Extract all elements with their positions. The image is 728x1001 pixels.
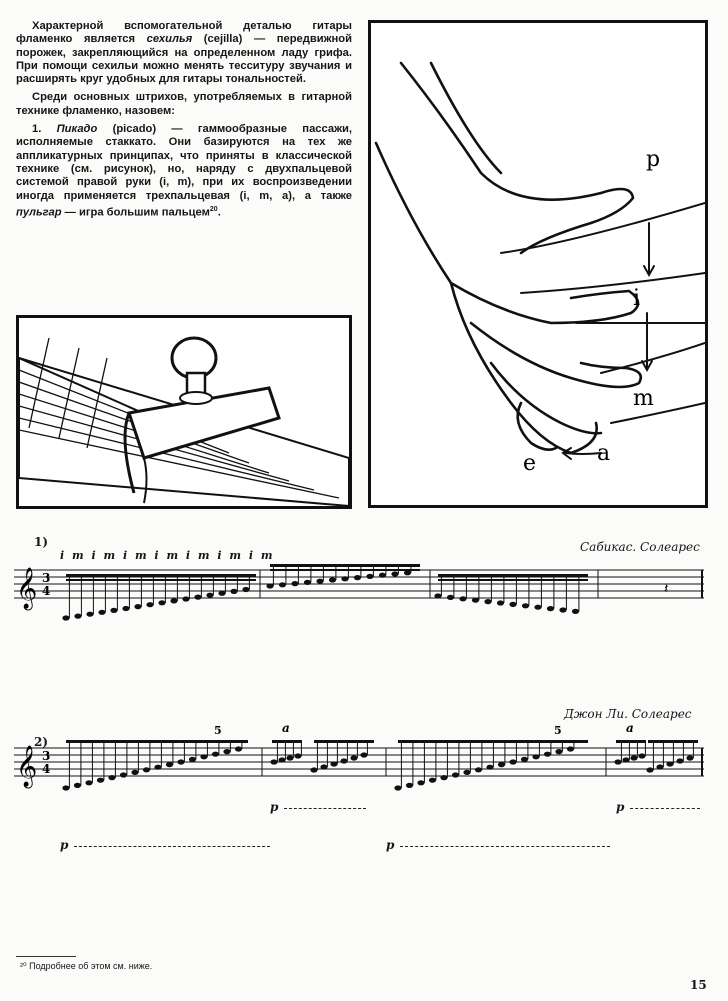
- note-head: [429, 778, 436, 783]
- svg-text:𝄞: 𝄞: [16, 746, 38, 787]
- note-head: [266, 583, 273, 588]
- dynamic-extender-3: [284, 808, 366, 809]
- note-head: [98, 610, 105, 615]
- note-head: [242, 587, 249, 592]
- note-head: [360, 752, 367, 757]
- capo-illustration: [16, 315, 352, 509]
- footnote: ²⁰ Подробнее об этом см. ниже.: [20, 961, 153, 971]
- note-head: [522, 603, 529, 608]
- note-head: [472, 598, 479, 603]
- paragraph-item-1: 1. Пикадо (picado) — гаммообразные пассажи, исполняемые стаккато. Они базируются на тех же аппликатурных принципах, что приняты в классической технике (см. рисунок), но, наряду с двухпальцевой системой правой руки (i, m), при их воспроизведении иногда применяется трехпальцевая (i, m, a), а также пульгар — игра большим пальцем$^{20}$.: [16, 123, 353, 219]
- dynamic-p-2: p: [386, 838, 395, 852]
- example-2-caption: Джон Ли. Солеарес: [564, 707, 692, 721]
- note-head: [676, 758, 683, 763]
- example-1-number: 1): [34, 535, 49, 549]
- note-head: [278, 757, 285, 762]
- note-head: [404, 570, 411, 575]
- svg-text:4: 4: [42, 584, 51, 598]
- note-head: [158, 600, 165, 605]
- note-head: [532, 754, 539, 759]
- note-head: [189, 757, 196, 762]
- dynamic-p-1: p: [60, 838, 69, 852]
- note-head: [572, 609, 579, 614]
- dynamic-extender-4: [630, 808, 700, 809]
- svg-text:𝄽: 𝄽: [664, 581, 669, 597]
- note-head: [567, 746, 574, 751]
- note-head: [85, 780, 92, 785]
- note-head: [463, 770, 470, 775]
- note-head: [166, 762, 173, 767]
- note-head: [622, 757, 629, 762]
- note-head: [417, 780, 424, 785]
- accent-a-1: a: [282, 721, 290, 735]
- note-head: [544, 752, 551, 757]
- note-head: [366, 574, 373, 579]
- note-head: [134, 604, 141, 609]
- note-head: [110, 608, 117, 613]
- svg-text:3: 3: [42, 571, 51, 585]
- footnote-rule: [16, 956, 76, 957]
- note-head: [74, 783, 81, 788]
- body-text: [16, 20, 352, 225]
- note-head: [235, 746, 242, 751]
- note-head: [86, 612, 93, 617]
- note-head: [329, 577, 336, 582]
- finger-label-e: e: [523, 451, 537, 476]
- note-head: [182, 596, 189, 601]
- note-head: [341, 576, 348, 581]
- note-head: [270, 759, 277, 764]
- note-head: [630, 755, 637, 760]
- note-head: [555, 749, 562, 754]
- finger-label-i: i: [633, 286, 641, 311]
- note-head: [434, 593, 441, 598]
- tuplet-5-a: 5: [214, 724, 222, 737]
- note-head: [177, 759, 184, 764]
- example-1-caption: Сабикас. Солеарес: [580, 540, 700, 554]
- note-head: [459, 596, 466, 601]
- dynamic-p-3: p: [270, 800, 279, 814]
- dynamic-extender-2: [400, 846, 610, 847]
- note-head: [350, 755, 357, 760]
- finger-label-p: p: [646, 147, 661, 172]
- note-head: [120, 772, 127, 777]
- note-head: [154, 765, 161, 770]
- note-head: [440, 775, 447, 780]
- note-head: [122, 606, 129, 611]
- svg-text:4: 4: [42, 762, 51, 776]
- note-head: [559, 607, 566, 612]
- note-head: [646, 767, 653, 772]
- note-head: [484, 599, 491, 604]
- note-head: [406, 783, 413, 788]
- note-head: [521, 757, 528, 762]
- example-2-number: 2): [34, 735, 49, 749]
- note-head: [475, 767, 482, 772]
- note-head: [497, 600, 504, 605]
- note-head: [206, 593, 213, 598]
- note-head: [330, 761, 337, 766]
- svg-text:3: 3: [42, 749, 51, 763]
- note-head: [97, 778, 104, 783]
- page-number: 15: [690, 978, 707, 992]
- note-head: [200, 754, 207, 759]
- note-head: [486, 765, 493, 770]
- note-head: [212, 752, 219, 757]
- note-head: [218, 591, 225, 596]
- note-head: [452, 772, 459, 777]
- note-head: [310, 767, 317, 772]
- note-head: [354, 575, 361, 580]
- note-head: [74, 614, 81, 619]
- note-head: [279, 582, 286, 587]
- note-head: [316, 579, 323, 584]
- note-head: [223, 749, 230, 754]
- note-head: [447, 595, 454, 600]
- paragraph-2: Среди основных штрихов, употребляемых в гитарной технике фламенко, назовем:: [16, 91, 352, 117]
- note-head: [304, 580, 311, 585]
- note-head: [131, 770, 138, 775]
- paragraph-1: Характерной вспомогательной деталью гитары фламенко является сехилья (cejilla) — передвижной порожек, закрепляющийся на определенном ладу грифа. При помощи сехильи можно менять тесситуру звучания и расширять круг удобных для гитары тональностей.: [16, 20, 353, 86]
- accent-a-2: a: [626, 721, 634, 735]
- dynamic-p-4: p: [616, 800, 625, 814]
- note-head: [391, 571, 398, 576]
- note-head: [509, 759, 516, 764]
- note-head: [638, 753, 645, 758]
- finger-label-a: a: [597, 441, 611, 466]
- note-head: [291, 581, 298, 586]
- note-head: [170, 598, 177, 603]
- example-1-fingering: i m i m i m i m i m i m i m: [60, 549, 275, 562]
- staff-example-1: [14, 560, 714, 630]
- note-head: [230, 589, 237, 594]
- note-head: [286, 755, 293, 760]
- treble-clef: 𝄞: [16, 568, 38, 609]
- note-head: [656, 764, 663, 769]
- note-head: [62, 785, 69, 790]
- note-head: [498, 762, 505, 767]
- note-head: [394, 785, 401, 790]
- note-head: [509, 602, 516, 607]
- tuplet-5-b: 5: [554, 724, 562, 737]
- hand-illustration: [368, 20, 708, 508]
- note-head: [108, 775, 115, 780]
- note-head: [379, 573, 386, 578]
- note-head: [62, 615, 69, 620]
- note-head: [340, 758, 347, 763]
- note-head: [666, 761, 673, 766]
- note-head: [146, 602, 153, 607]
- note-head: [194, 595, 201, 600]
- note-head: [686, 755, 693, 760]
- note-head: [143, 767, 150, 772]
- note-head: [534, 605, 541, 610]
- finger-label-m: m: [633, 386, 654, 411]
- dynamic-extender-1: [74, 846, 270, 847]
- note-head: [547, 606, 554, 611]
- note-head: [320, 764, 327, 769]
- staff-example-2: [14, 718, 714, 818]
- note-head: [614, 759, 621, 764]
- note-head: [294, 753, 301, 758]
